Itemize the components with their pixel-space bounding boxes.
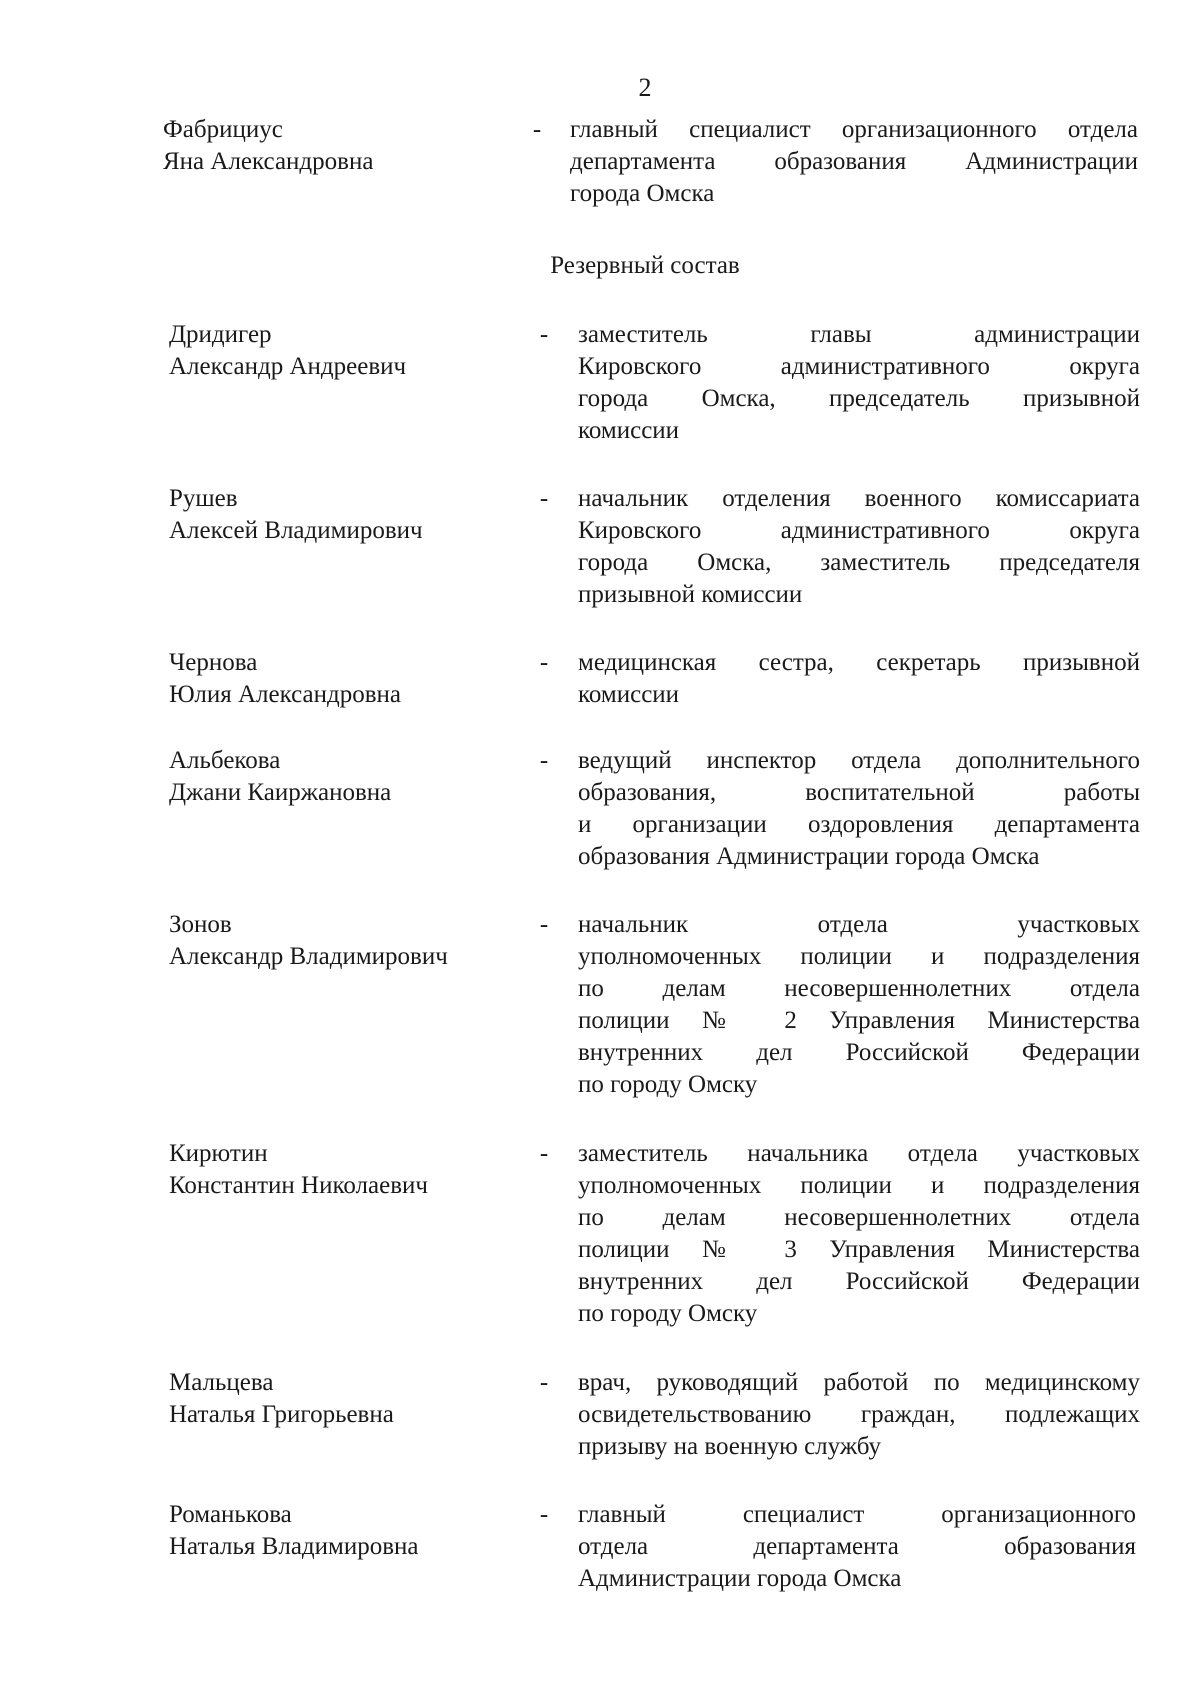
dash-separator: - [539,911,549,938]
position-line: по городу Омску [578,1071,758,1098]
member-name [169,1367,509,1431]
member-position [578,1138,1140,1330]
member-surname: Романькова [169,1501,292,1528]
position-line: врач, руководящий работой по медицинскому [578,1369,1140,1396]
position-line: по делам несовершеннолетних отдела [578,975,1140,1002]
member-given-names: Джани Каиржановна [169,779,392,806]
reserve-section-title: Резервный состав [550,252,740,279]
position-line: департамента образования Администрации [570,148,1138,175]
member-name [163,114,503,178]
position-line: города Омска, председатель призывной [578,385,1140,412]
member-surname: Фабрициус [163,116,283,143]
member-surname: Альбекова [169,747,281,774]
position-line: уполномоченных полиции и подразделения [578,943,1140,970]
member-surname: Кирютин [169,1140,268,1167]
position-line: образования, воспитательной работы [578,779,1140,806]
position-line: медицинская сестра, секретарь призывной [578,649,1140,676]
member-name [169,1499,509,1563]
dash-separator: - [532,116,542,143]
dash-separator: - [539,1501,549,1528]
position-line: начальник отдела участковых [578,911,1140,938]
member-given-names: Александр Владимирович [169,943,448,970]
member-given-names: Александр Андреевич [169,353,407,380]
position-line: главный специалист организационного отдела [570,116,1138,143]
dash-separator: - [539,747,549,774]
position-line: призывной комиссии [578,581,803,608]
position-line: образования Администрации города Омска [578,843,1040,870]
member-name [169,647,509,711]
member-given-names: Наталья Владимировна [169,1533,419,1560]
position-line: внутренних дел Российской Федерации [578,1039,1140,1066]
member-surname: Дридигер [169,321,272,348]
dash-separator: - [539,485,549,512]
member-given-names: Юлия Александровна [169,681,401,708]
member-given-names: Наталья Григорьевна [169,1401,394,1428]
position-line: начальник отделения военного комиссариата [578,485,1140,512]
member-name [169,745,509,809]
page-number: 2 [638,73,652,102]
position-line: по делам несовершеннолетних отдела [578,1204,1140,1231]
member-position [578,483,1140,611]
member-name [169,909,509,973]
dash-separator: - [539,1369,549,1396]
member-position [578,1367,1140,1463]
position-line: по городу Омску [578,1300,758,1327]
position-line: внутренних дел Российской Федерации [578,1268,1140,1295]
member-position [578,909,1140,1101]
dash-separator: - [539,649,549,676]
position-line: комиссии [578,417,680,444]
member-given-names: Алексей Владимирович [169,517,423,544]
member-given-names: Яна Александровна [163,148,374,175]
member-position [578,319,1140,447]
member-position [570,114,1138,210]
member-surname: Рушев [169,485,238,512]
position-line: полиции № 3 Управления Министерства [578,1236,1140,1263]
position-line: полиции № 2 Управления Министерства [578,1007,1140,1034]
position-line: ведущий инспектор отдела дополнительного [578,747,1140,774]
position-line: Администрации города Омска [578,1565,902,1592]
member-name [169,319,509,383]
position-line: призыву на военную службу [578,1433,882,1460]
position-line: Кировского административного округа [578,353,1140,380]
dash-separator: - [539,321,549,348]
position-line: уполномоченных полиции и подразделения [578,1172,1140,1199]
position-line: комиссии [578,681,680,708]
member-surname: Чернова [169,649,258,676]
position-line: заместитель главы администрации [578,321,1140,348]
position-line: заместитель начальника отдела участковых [578,1140,1140,1167]
member-surname: Мальцева [169,1369,274,1396]
member-surname: Зонов [169,911,232,938]
position-line: города Омска [570,180,715,207]
member-given-names: Константин Николаевич [169,1172,428,1199]
member-position [578,745,1140,873]
member-position [578,647,1140,711]
member-name [169,1138,509,1202]
position-line: Кировского административного округа [578,517,1140,544]
position-line: главный специалист организационного [578,1501,1136,1528]
position-line: города Омска, заместитель председателя [578,549,1140,576]
position-line: освидетельствованию граждан, подлежащих [578,1401,1140,1428]
member-name [169,483,509,547]
position-line: отдела департамента образования [578,1533,1136,1560]
position-line: и организации оздоровления департамента [578,811,1140,838]
dash-separator: - [539,1140,549,1167]
member-position [578,1499,1136,1595]
